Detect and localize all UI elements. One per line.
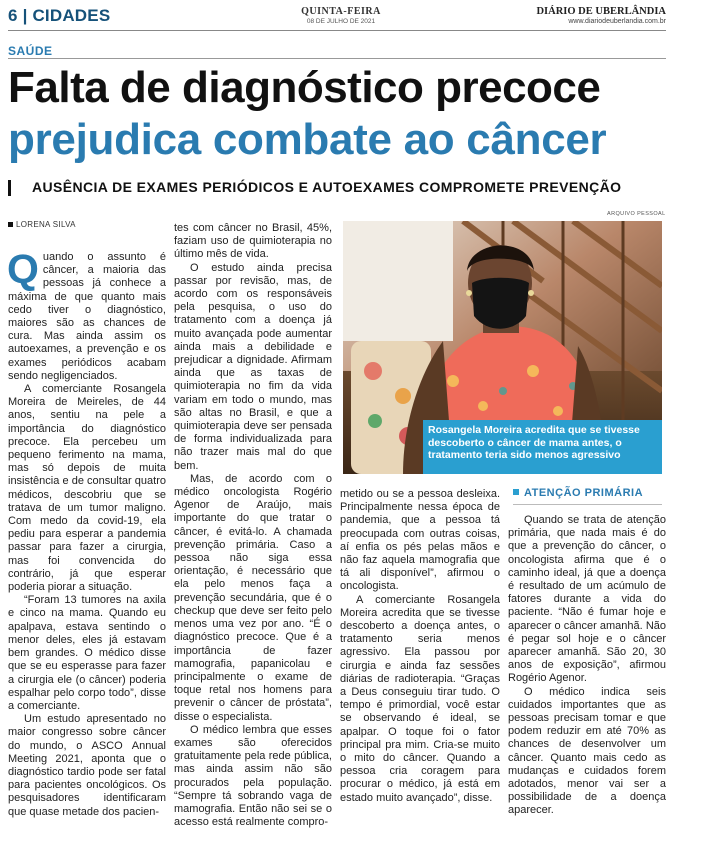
article-column-2	[174, 222, 332, 829]
paragraph: O médico indica seis cuidados importantes que as pessoas precisam tomar e que podem reduzir em até 70% as chances de desenvolver um câncer. Quanto mais cedo as mudanças e cuidados forem adotados, menor vai ser a possibilidade de a doença aparecer.	[508, 685, 666, 817]
paragraph: metido ou se a pessoa desleixa. Principalmente nessa época de pandemia, que a pessoa tá preocupada com outras coisas, aí enfia os pés pelas mãos e não faz aquela mamografia que tá ali disponível”, afirmou o oncologista.	[340, 488, 500, 593]
paragraph: Quando se trata de atenção primária, que nada mais é do que a prevenção do câncer, o oncologista afirma que é o caminho ideal, já que a doença é resultado de um acúmulo de fatores durante a vida do paciente. “Não é fumar hoje e aparecer o câncer amanhã. Não é pegar sol hoje e o câncer aparecer amanhã. São 20, 30 anos de exposição”, afirmou Rogério Agenor.	[508, 514, 666, 685]
weekday: QUINTA-FEIRA	[301, 6, 381, 17]
kicker-divider	[8, 58, 666, 59]
paragraph: O estudo ainda precisa passar por revisão, mas, de acordo com os responsáveis pela pesquisa, o uso do tratamento com a doença já muito avançada pode aumentar ainda mais a debilidade e prejudicar a dignidade. Afirmam ainda que as taxas de quimioterapia no fim da vida variam em todo o mundo, mas são altas no Brasil, e que a quimioterapia deve ser pensada de forma individualizada para não trazer mais mal do que bem.	[174, 261, 332, 472]
page-section-label: 6 | CIDADES	[8, 6, 111, 25]
newspaper-url: www.diariodeuberlandia.com.br	[568, 18, 666, 25]
author-name: LORENA SILVA	[16, 220, 76, 229]
photo-caption: Rosangela Moreira acredita que se tivesse descoberto o câncer de mama antes, o tratamento teria sido menos agressivo	[423, 420, 662, 474]
paragraph: A comerciante Rosangela Moreira acredita que se tivesse descoberto a doença antes, o tratamento seria menos agressivo. Ela passou por cirurgia e ainda faz sessões diárias de radioterapia. “Graças a Deus conseguiu tirar tudo. O tempo é primordial, você estar se observando é ideal, se apalpar. O toque foi o fator principal pra mim. Cria-se muito o mito do câncer. Quando a pessoa cria coragem para procurar o médico, já está em estado muito avançado”, disse.	[340, 593, 500, 804]
sidebar-title	[513, 487, 643, 499]
newspaper-name: DIÁRIO DE UBERLÂNDIA	[536, 6, 666, 17]
header-divider	[8, 30, 666, 31]
headline-line-2: prejudica combate ao câncer	[8, 115, 607, 164]
paragraph: A comerciante Rosangela Moreira de Meireles, de 44 anos, sentiu na pele a importância do diagnóstico precoce. Ela percebeu um pequeno ferimento na mama, mas só depois de muita insistência e de consultar quatro médicos, descobriu que se tratava de um tumor maligno. Com medo da covid-19, ela pediu para esperar a pandemia passar para fazer a cirurgia, mas foi convencida do contrário, já que esperar poderia piorar a situação.	[8, 383, 166, 594]
subhead-marker	[8, 180, 11, 196]
paragraph	[7, 246, 166, 383]
paragraph: tes com câncer no Brasil, 45%, faziam uso de quimioterapia no último mês de vida.	[174, 222, 332, 261]
page-header	[8, 6, 666, 30]
paragraph: Um estudo apresentado no maior congresso sobre câncer do mundo, o ASCO Annual Meeting 2021, aponta que o diagnóstico tardio pode ser fatal para pacientes oncológicos. Os pesquisadores identificaram que quase metade dos pacien-	[8, 713, 166, 818]
article-column-1	[7, 246, 166, 819]
byline-square-icon	[8, 222, 13, 227]
sidebar-column	[508, 514, 666, 818]
subheadline: AUSÊNCIA DE EXAMES PERIÓDICOS E AUTOEXAMES COMPROMETE PREVENÇÃO	[32, 179, 622, 195]
paragraph-text: uando o assunto é câncer, a maioria das pessoas já conhece a máxima de que quanto mais cedo tiver o diagnóstico, maiores são as chances de cura. Mas ainda assim os autoexames, a prevenção e os exames periódicos acabam sendo negligenciados.	[8, 251, 166, 382]
masthead	[536, 6, 666, 25]
byline	[8, 220, 76, 229]
section-kicker: SAÚDE	[8, 44, 53, 58]
headline-line-1: Falta de diagnóstico precoce	[8, 63, 601, 112]
sidebar-divider	[513, 504, 662, 505]
article-column-3	[340, 488, 500, 805]
publication-date: 08 DE JULHO DE 2021	[306, 18, 376, 25]
paragraph: O médico lembra que esses exames são oferecidos gratuitamente pela rede pública, mas ainda assim não são procurados pela população. “Sempre tá sobrando vaga de mamografia. Então não sei se o acesso está realmente compro-	[174, 723, 332, 829]
headline	[8, 63, 672, 164]
photo-credit: ARQUIVO PESSOAL	[607, 211, 666, 217]
drop-cap: Q	[7, 246, 39, 292]
paragraph: Mas, de acordo com o médico oncologista Rogério Agenor de Araújo, mais importante do que tratar o câncer, é evitá-lo. A chamada prevenção primária. Caso a pessoa não siga essa orientação, é necessário que ela pelo menos faça a prevenção secundária, que é o checkup que deve ser feito pelo menos uma vez por ano. “É o diagnóstico precoce. Que é a importância de fazer mamografia, papanicolau e principalmente o exame de toque retal nos homens para prevenir o câncer de próstata”, disse o especialista.	[174, 472, 332, 723]
sidebar-square-icon	[513, 489, 519, 495]
sidebar-title-text: ATENÇÃO PRIMÁRIA	[524, 487, 644, 499]
dateline	[276, 6, 406, 25]
paragraph: “Foram 13 tumores na axila e cinco na mama. Quando eu apalpava, estava sentindo o menor deles, eles já estavam bem grandes. O médico disse que se eu esperasse para fazer a cirurgia ele (o câncer) poderia espalhar pelo corpo todo”, disse a comerciante.	[8, 594, 166, 712]
